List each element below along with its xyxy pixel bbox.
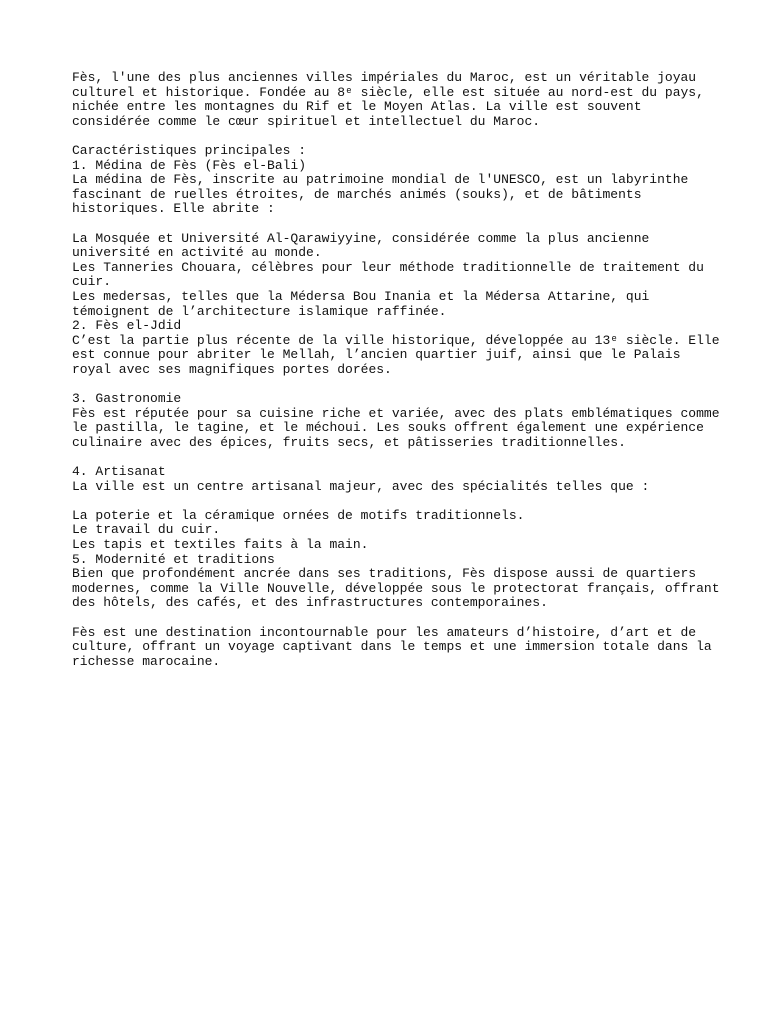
text-line: richesse marocaine. (72, 653, 221, 669)
text-line: La poterie et la céramique ornées de motifs traditionnels. (72, 507, 525, 523)
text-line: nichée entre les montagnes du Rif et le Moyen Atlas. La ville est souvent (72, 99, 642, 115)
text-line: témoignent de l’architecture islamique raffinée. (72, 303, 447, 319)
text-line: royal avec ses magnifiques portes dorées. (72, 361, 392, 377)
section-heading: 5. Modernité et traditions (72, 551, 275, 567)
text-line: La Mosquée et Université Al-Qarawiyyine, considérée comme la plus ancienne (72, 230, 650, 246)
text-line: Les medersas, telles que la Médersa Bou Inania et la Médersa Attarine, qui (72, 288, 650, 304)
text-line: Le travail du cuir. (72, 522, 221, 538)
section-heading: Caractéristiques principales : (72, 142, 307, 158)
text-line: est connue pour abriter le Mellah, l’ancien quartier juif, ainsi que le Palais (72, 347, 681, 363)
text-line: C’est la partie plus récente de la ville historique, développée au 13ᵉ siècle. Elle (72, 332, 720, 348)
blank-line (72, 129, 712, 144)
text-line: Fès est réputée pour sa cuisine riche et variée, avec des plats emblématiques comme (72, 405, 720, 421)
text-line: La médina de Fès, inscrite au patrimoine mondial de l'UNESCO, est un labyrinthe (72, 172, 689, 188)
text-line: culture, offrant un voyage captivant dans le temps et une immersion totale dans la (72, 639, 712, 655)
blank-line (72, 611, 712, 626)
section-heading: 1. Médina de Fès (Fès el-Bali) (72, 157, 307, 173)
section-heading: 3. Gastronomie (72, 391, 182, 407)
text-line: culturel et historique. Fondée au 8ᵉ siècle, elle est située au nord-est du pays, (72, 84, 704, 100)
blank-line (72, 450, 712, 465)
text-line: des hôtels, des cafés, et des infrastructures contemporaines. (72, 595, 548, 611)
text-line: cuir. (72, 274, 112, 290)
blank-line (72, 377, 712, 392)
text-line: culinaire avec des épices, fruits secs, et pâtisseries traditionnelles. (72, 434, 626, 450)
text-line: fascinant de ruelles étroites, de marchés animés (souks), et de bâtiments (72, 186, 642, 202)
blank-line (72, 217, 712, 232)
document-page (72, 70, 720, 669)
text-line: considérée comme le cœur spirituel et intellectuel du Maroc. (72, 113, 541, 129)
text-line: Fès est une destination incontournable pour les amateurs d’histoire, d’art et de (72, 624, 697, 640)
section-heading: 2. Fès el-Jdid (72, 318, 182, 334)
blank-line (72, 494, 712, 509)
text-line: université en activité au monde. (72, 245, 322, 261)
section-heading: 4. Artisanat (72, 464, 166, 480)
text-line: Bien que profondément ancrée dans ses traditions, Fès dispose aussi de quartiers (72, 566, 697, 582)
text-line: modernes, comme la Ville Nouvelle, développée sous le protectorat français, offrant (72, 580, 720, 596)
text-line: Fès, l'une des plus anciennes villes impériales du Maroc, est un véritable joyau (72, 70, 697, 85)
text-line: Les Tanneries Chouara, célèbres pour leur méthode traditionnelle de traitement du (72, 259, 704, 275)
text-line: La ville est un centre artisanal majeur, avec des spécialités telles que : (72, 478, 650, 494)
text-line: Les tapis et textiles faits à la main. (72, 537, 369, 552)
text-line: le pastilla, le tagine, et le méchoui. Les souks offrent également une expérience (72, 420, 704, 436)
text-line: historiques. Elle abrite : (72, 201, 275, 217)
